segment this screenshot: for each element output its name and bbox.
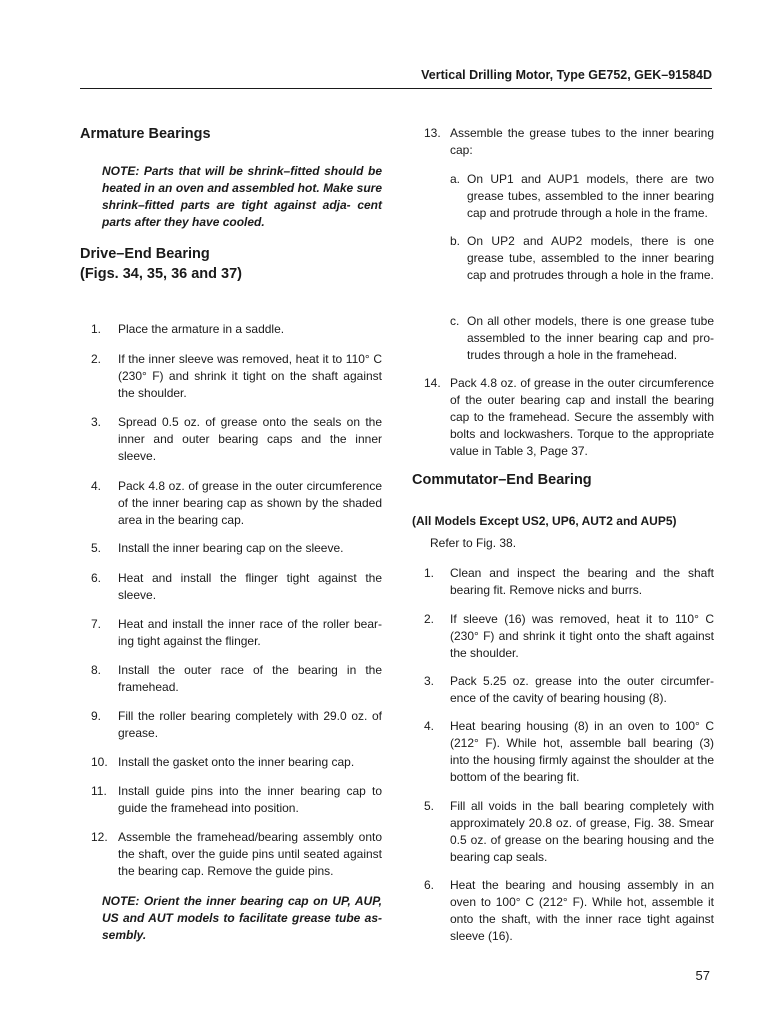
step-text: Heat and install the flinger tight against the sleeve. (118, 571, 382, 602)
step-number: 1. (91, 322, 102, 336)
step-number: 3. (91, 415, 102, 429)
note-orient-cap: NOTE: Orient the inner bearing cap on UP, AUP, US and AUT models to facilitate grease tube as- sembly. (102, 894, 382, 942)
step-text: Pack 5.25 oz. grease into the outer circumfer- ence of the cavity of bearing housing (8). (450, 674, 714, 705)
step-text: Install guide pins into the inner bearing cap to guide the framehead into position. (118, 784, 382, 815)
step-number: 4. (424, 719, 435, 733)
substep-letter: b. (450, 234, 461, 248)
step-number: 2. (91, 352, 102, 366)
figure-reference: Refer to Fig. 38. (430, 536, 517, 550)
step-number: 10. (91, 755, 108, 769)
substep-text: On all other models, there is one grease tube assembled to the inner bearing cap and pro- trudes through a hole in the framehead. (467, 314, 714, 362)
step-text: Heat the bearing and housing assembly in an oven to 100° C (212° F). While hot, assemble it onto the shaft, with the inner race tight against sleeve (16). (450, 878, 714, 943)
substep-letter: c. (450, 314, 460, 328)
step-number: 6. (424, 878, 435, 892)
step-text: Fill all voids in the ball bearing completely with approximately 20.8 oz. of grease, Fig. 38. Smear 0.5 oz. of grease on the bearing housing and the bearing cap seals. (450, 799, 714, 864)
step-text: Pack 4.8 oz. of grease in the outer circumference of the outer bearing cap and install the bearing cap to the framehead. Secure the assembly with bolts and lockwashers. Torque to the appropriate value in Table 3, Page 37. (450, 376, 714, 458)
step-text: Install the inner bearing cap on the sleeve. (118, 541, 344, 555)
section-title-commutator-end: Commutator–End Bearing (412, 472, 592, 488)
step-number: 9. (91, 709, 102, 723)
step-number: 11. (91, 784, 107, 798)
subsection-figures: (Figs. 34, 35, 36 and 37) (80, 266, 242, 282)
substep-letter: a. (450, 172, 461, 186)
step-text: Assemble the framehead/bearing assembly onto the shaft, over the guide pins until seated against the bearing cap. Remove the guide pins. (118, 830, 382, 878)
running-header: Vertical Drilling Motor, Type GE752, GEK–91584D (80, 68, 712, 89)
step-text: Heat bearing housing (8) in an oven to 100° C (212° F). While hot, assemble ball bearing (3) into the housing firmly against the shoulder at the bottom of the bearing fit. (450, 719, 714, 784)
step-number: 1. (424, 566, 435, 580)
section-title-armature-bearings: Armature Bearings (80, 126, 211, 142)
note-shrink-fit: NOTE: Parts that will be shrink–fitted should be heated in an oven and assembled hot. Make sure shrink–fitted parts are tight against adja- cent parts after they have cooled. (102, 164, 382, 229)
step-text: Pack 4.8 oz. of grease in the outer circumference of the inner bearing cap as shown by the shaded area in the bearing cap. (118, 479, 382, 527)
step-text: Install the outer race of the bearing in the framehead. (118, 663, 382, 694)
step-number: 3. (424, 674, 435, 688)
step-text: Install the gasket onto the inner bearing cap. (118, 755, 355, 769)
step-text: If sleeve (16) was removed, heat it to 110° C (230° F) and shrink it tight onto the shaft against the shoulder. (450, 612, 714, 660)
step-number: 4. (91, 479, 102, 493)
step-number: 8. (91, 663, 102, 677)
step-number: 2. (424, 612, 435, 626)
substep-text: On UP1 and AUP1 models, there are two grease tubes, assembled to the inner bearing cap and protrude through a hole in the frame. (467, 172, 714, 220)
step-number: 12. (91, 830, 108, 844)
step-number: 5. (424, 799, 435, 813)
substep-text: On UP2 and AUP2 models, there is one grease tube, assembled to the inner bearing cap and protrudes through a hole in the frame. (467, 234, 714, 282)
subsection-title-drive-end: Drive–End Bearing (80, 246, 210, 262)
step-text: Place the armature in a saddle. (118, 322, 285, 336)
step-number: 5. (91, 541, 102, 555)
page-number: 57 (695, 968, 710, 983)
step-number: 7. (91, 617, 102, 631)
step-text: Assemble the grease tubes to the inner bearing cap: (450, 126, 714, 157)
step-number: 6. (91, 571, 102, 585)
step-text: Clean and inspect the bearing and the shaft bearing fit. Remove nicks and burrs. (450, 566, 714, 597)
step-text: If the inner sleeve was removed, heat it to 110° C (230° F) and shrink it tight on the shaft against the shoulder. (118, 352, 382, 400)
models-note: (All Models Except US2, UP6, AUT2 and AUP5) (412, 514, 677, 528)
step-number: 13. (424, 126, 441, 140)
step-text: Fill the roller bearing completely with 29.0 oz. of grease. (118, 709, 382, 740)
step-text: Spread 0.5 oz. of grease onto the seals on the inner and outer bearing caps and the inner sleeve. (118, 415, 382, 463)
step-number: 14. (424, 376, 441, 390)
step-text: Heat and install the inner race of the roller bear- ing tight against the flinger. (118, 617, 382, 648)
